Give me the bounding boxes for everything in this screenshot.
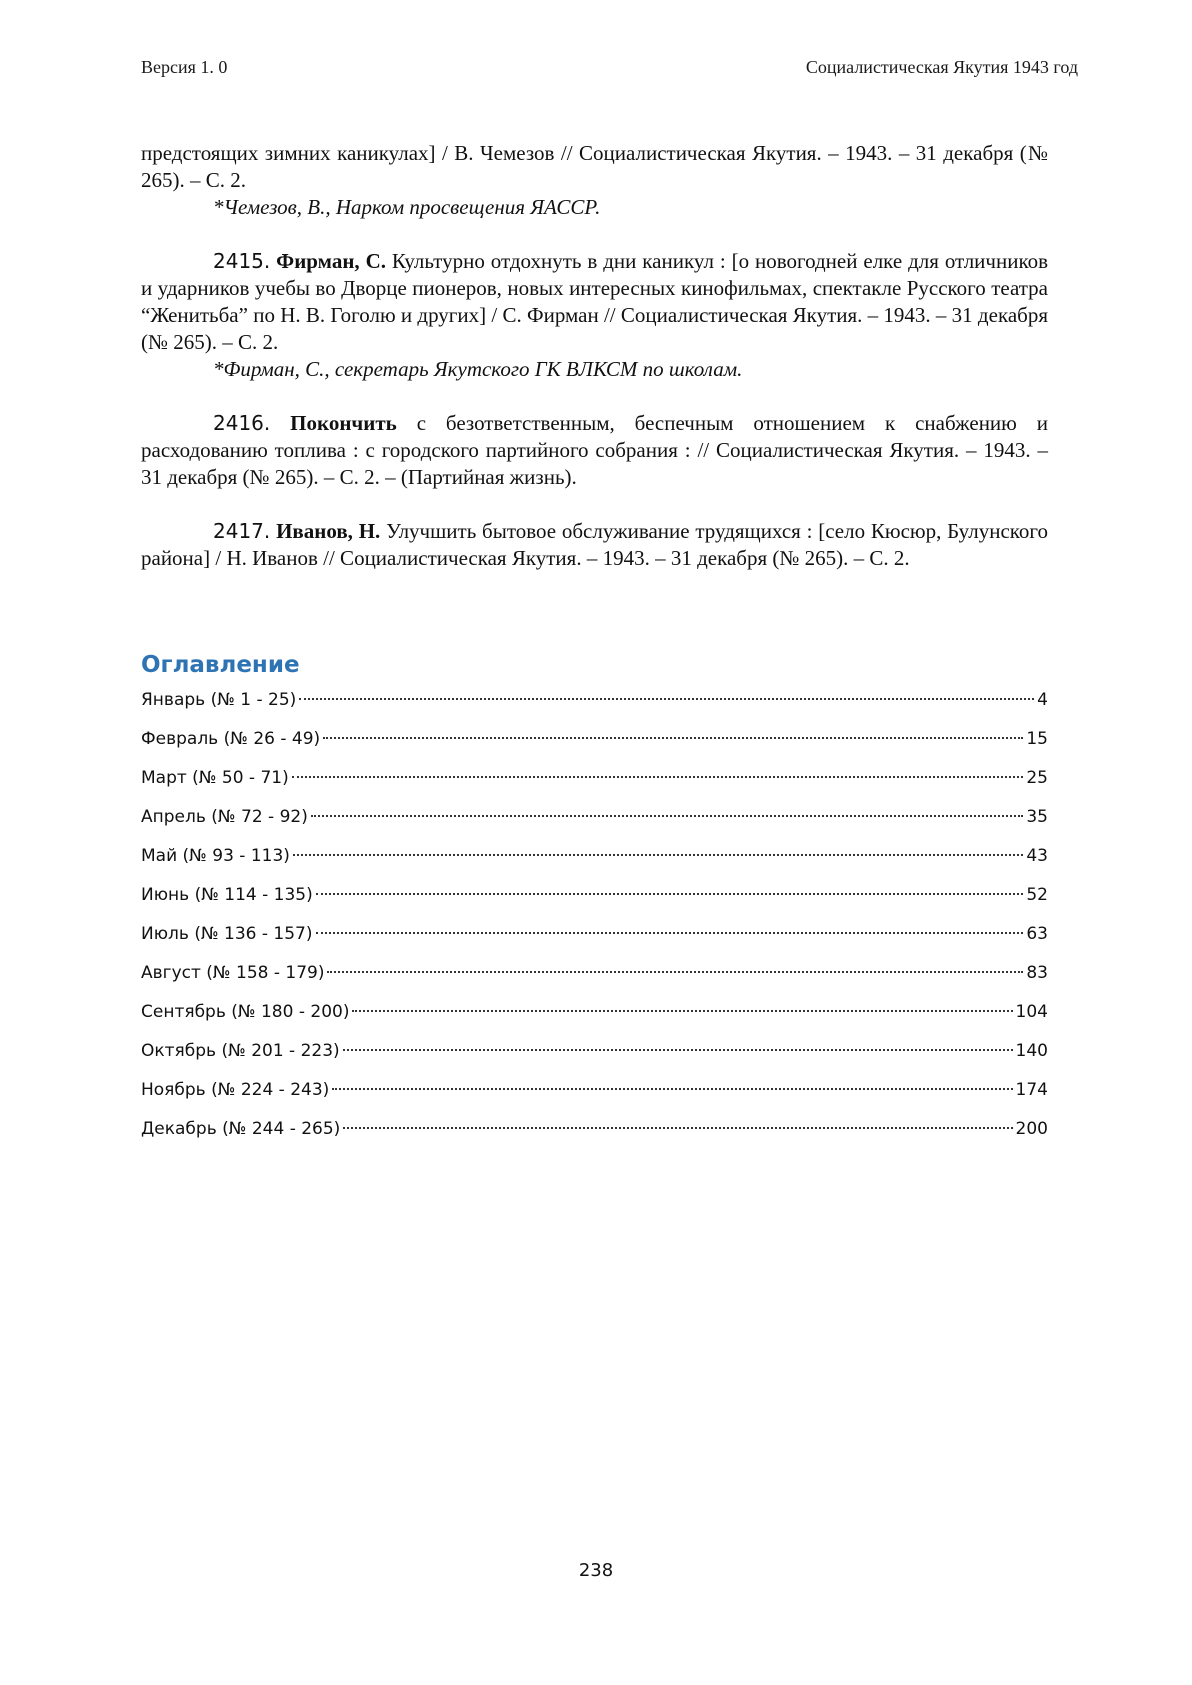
toc-item-label: Март (№ 50 - 71) [141,768,289,788]
toc-item-september[interactable] [141,1000,1048,1039]
toc-leader-dots [316,932,1024,934]
page-number: 238 [578,1560,614,1581]
toc-item-label: Август (№ 158 - 179) [141,963,325,983]
toc-item-page: 63 [1026,924,1048,944]
toc-item-page: 43 [1026,846,1048,866]
toc-item-page: 52 [1026,885,1048,905]
toc-item-label: Апрель (№ 72 - 92) [141,807,308,827]
toc-leader-dots [299,698,1034,700]
toc-item-page: 15 [1026,729,1048,749]
toc-item-page: 4 [1037,690,1048,710]
toc-item-label: Май (№ 93 - 113) [141,846,290,866]
toc-item-january[interactable] [141,688,1048,727]
header-title: Социалистическая Якутия 1943 год [805,57,1078,77]
table-of-contents [141,688,1048,1156]
toc-leader-dots [343,1049,1013,1051]
toc-item-label: Декабрь (№ 244 - 265) [141,1119,341,1139]
toc-item-label: Январь (№ 1 - 25) [141,690,297,710]
toc-item-page: 200 [1015,1119,1048,1139]
header-version: Версия 1. 0 [141,57,228,77]
toc-item-page: 25 [1026,768,1048,788]
entry-2417 [141,518,1048,572]
toc-item-november[interactable] [141,1078,1048,1117]
toc-leader-dots [332,1088,1012,1090]
toc-item-march[interactable] [141,766,1048,805]
toc-item-page: 104 [1015,1002,1048,1022]
toc-item-july[interactable] [141,922,1048,961]
entry-text: с безответственным, беспечным отношением к снабжению и расходованию топлива : с городского партийного собрания : // Социалистическая Якутия. – 1943. – 31 декабря (№ 265). – С. 2. – (Партийная жизнь). [141,411,1048,489]
entry-text: Культурно отдохнуть в дни каникул : [о новогодней елке для отличников и ударников учебы во Дворце пионеров, новых интересных кинофильмах, спектакле Русского театра “Женитьба” по Н. В. Гоголю и других] / С. Фирман // Социалистическая Якутия. – 1943. – 31 декабря (№ 265). – С. 2. [141,249,1048,354]
toc-leader-dots [311,815,1024,817]
toc-item-page: 140 [1015,1041,1048,1061]
toc-item-page: 83 [1026,963,1048,983]
entry-author: Фирман, С. [276,249,387,273]
toc-item-june[interactable] [141,883,1048,922]
toc-leader-dots [352,1010,1012,1012]
entry-number: 2415. [213,249,271,273]
entry-2415-note: *Фирман, С., секретарь Якутского ГК ВЛКСМ по школам. [213,357,743,381]
bibliography-body [141,140,1048,572]
toc-item-may[interactable] [141,844,1048,883]
toc-item-october[interactable] [141,1039,1048,1078]
toc-item-april[interactable] [141,805,1048,844]
toc-item-label: Июль (№ 136 - 157) [141,924,313,944]
entry-continuation-note: *Чемезов, В., Нарком просвещения ЯАССР. [213,195,601,219]
toc-leader-dots [293,854,1023,856]
toc-item-label: Июнь (№ 114 - 135) [141,885,313,905]
toc-leader-dots [343,1127,1012,1129]
toc-item-page: 174 [1015,1080,1048,1100]
entry-2416 [141,410,1048,491]
entry-continuation: предстоящих зимних каникулах] / В. Чемезов // Социалистическая Якутия. – 1943. – 31 декабря (№ 265). – С. 2. [141,141,1048,192]
entry-author: Иванов, Н. [276,519,381,543]
toc-heading: Оглавление [141,652,300,678]
toc-item-label: Сентябрь (№ 180 - 200) [141,1002,350,1022]
entry-number: 2417. [213,519,271,543]
toc-leader-dots [327,971,1023,973]
toc-item-label: Февраль (№ 26 - 49) [141,729,321,749]
toc-item-december[interactable] [141,1117,1048,1156]
toc-item-page: 35 [1026,807,1048,827]
toc-item-february[interactable] [141,727,1048,766]
entry-title: Покончить [290,411,397,435]
toc-item-august[interactable] [141,961,1048,1000]
entry-2415 [141,248,1048,356]
entry-number: 2416. [213,411,271,435]
toc-leader-dots [292,776,1024,778]
toc-item-label: Октябрь (№ 201 - 223) [141,1041,340,1061]
toc-leader-dots [316,893,1024,895]
entry-text: Улучшить бытовое обслуживание трудящихся : [село Кюсюр, Булунского района] / Н. Иванов // Социалистическая Якутия. – 1943. – 31 декабря (№ 265). – С. 2. [141,519,1049,570]
toc-item-label: Ноябрь (№ 224 - 243) [141,1080,330,1100]
toc-leader-dots [323,737,1023,739]
